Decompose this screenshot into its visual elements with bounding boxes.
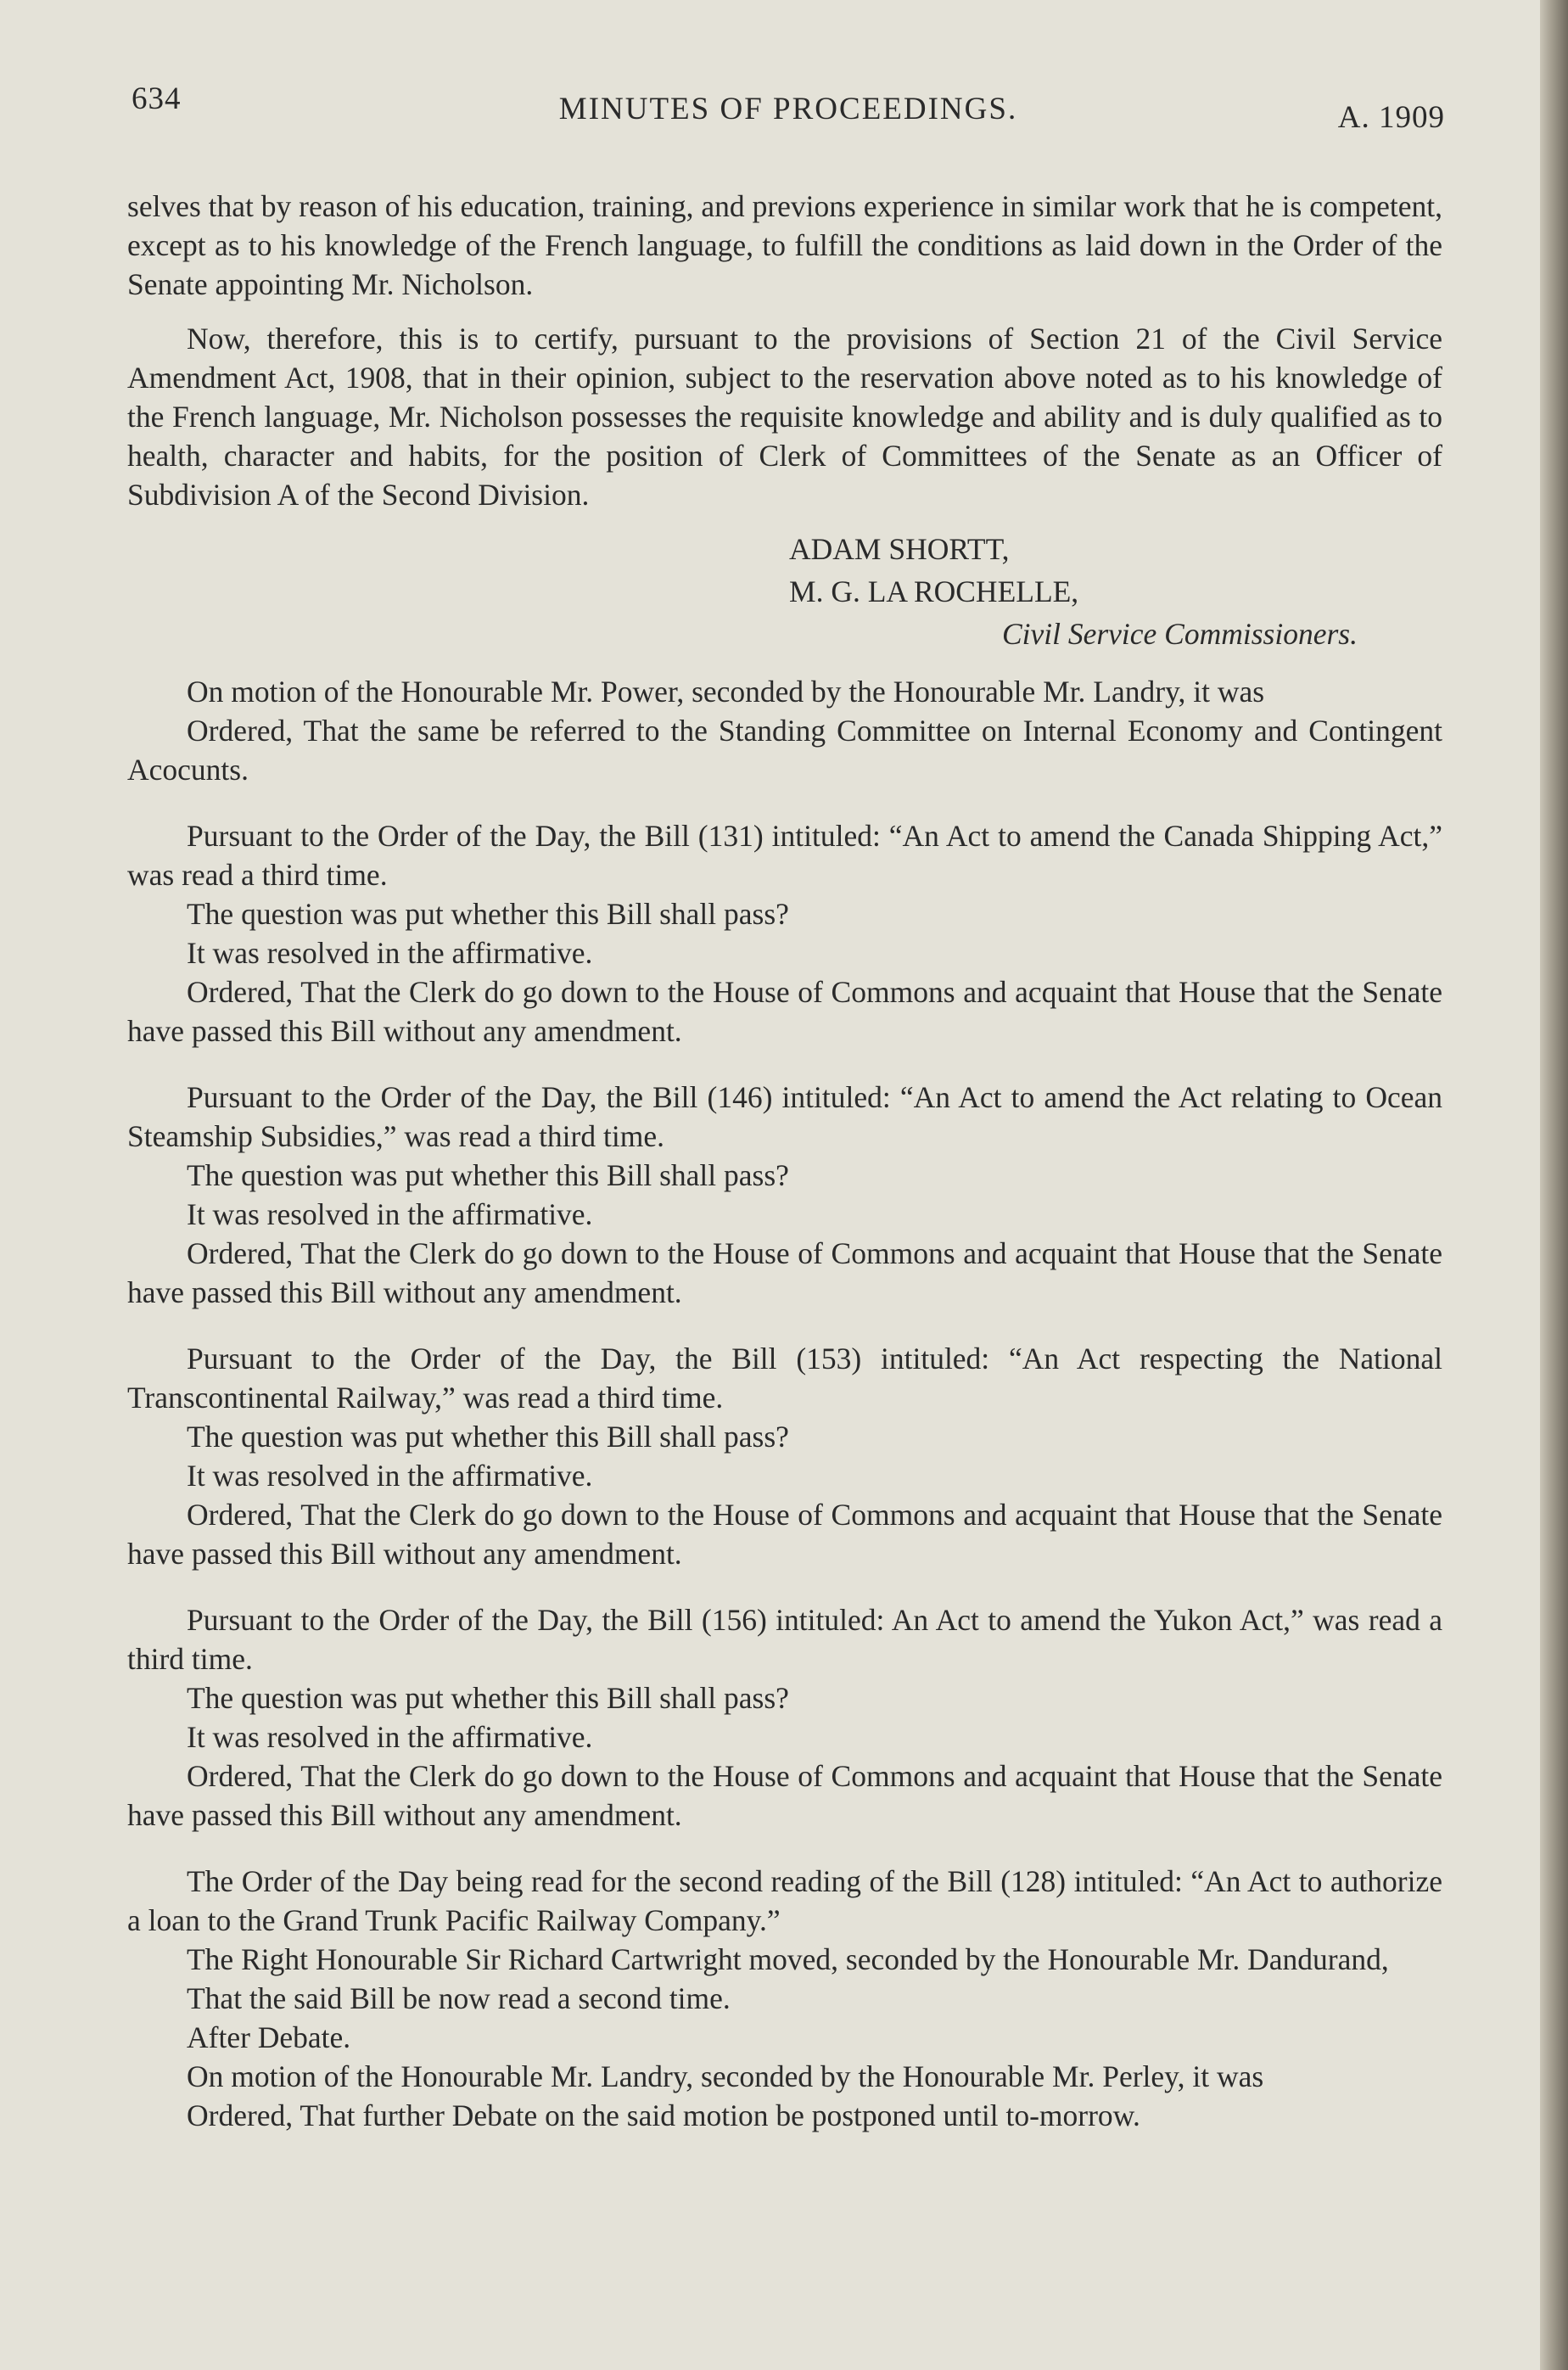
bill-section — [127, 1078, 1442, 1312]
session-year: A. 1909 — [1337, 100, 1445, 135]
paragraph: selves that by reason of his education, training, and previons experience in similar work that he is competent, except as to his knowledge of the French language, to fulfill the conditions as laid down in the Order of the Senate appointing Mr. Nicholson. — [127, 189, 1442, 301]
paragraph: Pursuant to the Order of the Day, the Bill (153) intituled: “An Act respecting the National Transcontinental Railway,” was read a third time. — [127, 1342, 1442, 1415]
signatory-role: Civil Service Commissioners. — [1001, 617, 1358, 651]
paragraph: Ordered, That the Clerk do go down to the House of Commons and acquaint that House that the Senate have passed this Bill without any amendment. — [127, 1236, 1442, 1309]
paragraph: Pursuant to the Order of the Day, the Bill (146) intituled: “An Act to amend the Act relating to Ocean Steamship Subsidies,” was read a third time. — [127, 1080, 1442, 1153]
bill-section — [127, 1600, 1442, 1835]
page-title: MINUTES OF PROCEEDINGS. — [558, 92, 1018, 126]
document-body — [127, 187, 1442, 2135]
paragraph: It was resolved in the affirmative. — [187, 1720, 593, 1754]
paragraph: That the said Bill be now read a second time. — [187, 1981, 731, 2015]
paragraph: Ordered, That the Clerk do go down to the House of Commons and acquaint that House that the Senate have passed this Bill without any amendment. — [127, 975, 1442, 1048]
paragraph: On motion of the Honourable Mr. Landry, seconded by the Honourable Mr. Perley, it was — [187, 2059, 1264, 2093]
page-number: 634 — [132, 81, 182, 116]
paragraph: The Right Honourable Sir Richard Cartwright moved, seconded by the Honourable Mr. Dandurand, — [187, 1942, 1389, 1976]
paragraph: Ordered, That the same be referred to the Standing Committee on Internal Economy and Contingent Acocunts. — [127, 714, 1442, 787]
paragraph: It was resolved in the affirmative. — [187, 936, 593, 970]
paragraph: Ordered, That the Clerk do go down to the House of Commons and acquaint that House that the Senate have passed this Bill without any amendment. — [127, 1759, 1442, 1832]
paragraph: The question was put whether this Bill shall pass? — [187, 897, 789, 931]
bill-section — [127, 1339, 1442, 1573]
page-header — [132, 81, 1445, 148]
paragraph: The question was put whether this Bill shall pass? — [187, 1420, 789, 1454]
paragraph: After Debate. — [187, 2020, 351, 2054]
paragraph: Pursuant to the Order of the Day, the Bill (156) intituled: An Act to amend the Yukon Act,” was read a third time. — [127, 1603, 1442, 1676]
paragraph: It was resolved in the affirmative. — [187, 1197, 593, 1231]
bill-section — [127, 1862, 1442, 2135]
paragraph: Pursuant to the Order of the Day, the Bill (131) intituled: “An Act to amend the Canada Shipping Act,” was read a third time. — [127, 819, 1442, 892]
paragraph: The question was put whether this Bill shall pass? — [187, 1158, 789, 1192]
bill-section — [127, 816, 1442, 1051]
book-binding-edge — [1540, 0, 1568, 2370]
paragraph: The question was put whether this Bill shall pass? — [187, 1681, 789, 1715]
paragraph: It was resolved in the affirmative. — [187, 1459, 593, 1493]
paragraph: Now, therefore, this is to certify, pursuant to the provisions of Section 21 of the Civil Service Amendment Act, 1908, that in their opinion, subject to the reservation above noted as to his knowledge of the French language, Mr. Nicholson possesses the requisite knowledge and ability and is duly qualified as to health, character and habits, for the position of Clerk of Committees of the Senate as an Officer of Subdivision A of the Second Division. — [127, 322, 1442, 512]
paragraph: Ordered, That the Clerk do go down to the House of Commons and acquaint that House that the Senate have passed this Bill without any amendment. — [127, 1498, 1442, 1571]
signature-block — [127, 528, 1442, 655]
signatory-name: ADAM SHORTT, — [789, 532, 1010, 566]
paragraph: Ordered, That further Debate on the said motion be postponed until to-morrow. — [187, 2098, 1140, 2132]
paragraph: The Order of the Day being read for the second reading of the Bill (128) intituled: “An Act to authorize a loan to the Grand Trunk Pacific Railway Company.” — [127, 1864, 1442, 1937]
signatory-name: M. G. LA ROCHELLE, — [789, 574, 1079, 608]
paragraph: On motion of the Honourable Mr. Power, seconded by the Honourable Mr. Landry, it was — [187, 675, 1265, 709]
